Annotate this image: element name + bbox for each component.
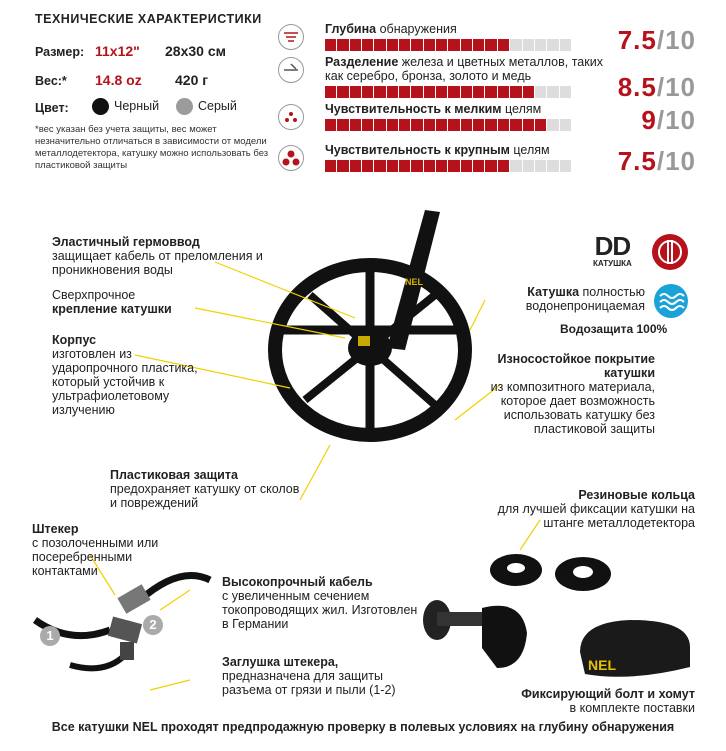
plug-heading: Штекер	[32, 522, 79, 536]
dd-label: DD	[594, 231, 631, 261]
shield-text: предохраняет катушку от сколов и повреждений	[110, 482, 300, 510]
cable-heading: Высокопрочный кабель	[222, 575, 373, 589]
specs-title: ТЕХНИЧЕСКИЕ ХАРАКТЕРИСТИКИ	[35, 12, 262, 26]
rings-heading: Резиновые кольца	[578, 488, 695, 502]
dd-badge	[593, 233, 632, 268]
size-metric: 28x30 см	[165, 43, 226, 59]
plug-text: с позолоченными или посеребренными контактами	[32, 536, 159, 578]
waterproof-callout	[495, 285, 645, 313]
coating-text: из композитного материала, которое дает возможность использовать катушку без пластиковой защиты	[490, 380, 655, 436]
rings-text: для лучшей фиксации катушки на штанге металлодетектора	[497, 502, 695, 530]
rating-score-max: /10	[656, 105, 696, 135]
coating-heading: Износостойкое покрытие катушки	[497, 352, 655, 380]
shield-callout	[110, 468, 300, 510]
footer-text: Все катушки NEL проходят предпродажную проверку в полевых условиях на глубину обнаружения	[51, 720, 675, 734]
rating-label-rest: железа и цветных металлов, таких как серебро, бронза, золото и медь	[325, 55, 603, 83]
rubber-rings	[488, 548, 618, 598]
color-gray-label: Серый	[198, 99, 237, 113]
color-label: Цвет:	[35, 101, 69, 115]
body-callout	[52, 333, 212, 417]
fixing-strap	[570, 612, 700, 687]
cap-callout	[222, 655, 422, 697]
cap-heading: Заглушка штекера,	[222, 655, 339, 669]
dd-icon	[652, 234, 688, 270]
gland-heading: Эластичный гермоввод	[52, 235, 200, 249]
body-text: изготовлен из ударопрочного пластика, который устойчив к ультрафиолетовому излучению	[52, 347, 198, 417]
waterproof-heading: Катушка	[527, 285, 580, 299]
rating-label-rest: целям	[501, 102, 542, 116]
size-imperial: 11x12"	[95, 43, 140, 59]
rating-label-bold: Чувствительность к крупным	[325, 143, 510, 157]
gland-text: защищает кабель от преломления и проникновения воды	[52, 249, 263, 277]
rating-label-rest: обнаружения	[376, 22, 457, 36]
mount-text: Сверхпрочное	[52, 288, 136, 302]
coating-callout	[490, 352, 655, 436]
rating-score-max: /10	[656, 25, 696, 55]
cap-text: предназначена для защиты разъема от грязи и пыли (1-2)	[222, 669, 396, 697]
shield-heading: Пластиковая защита	[110, 468, 238, 482]
bolt-callout	[470, 687, 695, 715]
rating-score-value: 7.5	[617, 146, 657, 176]
size-label: Размер:	[35, 45, 85, 59]
coil-nel-logo: NEL	[405, 277, 423, 287]
cable-illustration	[30, 560, 215, 695]
rating-score-max: /10	[656, 146, 696, 176]
weight-imperial: 14.8 oz	[95, 72, 142, 88]
rating-label-bold: Чувствительность к мелким	[325, 102, 502, 116]
cable-text: с увеличенным сечением токопроводящих жил. Изготовлен в Германии	[222, 589, 418, 631]
step-1-badge: 1	[40, 626, 60, 646]
bolt-text: в комплекте поставки	[569, 701, 695, 715]
bolt-heading: Фиксирующий болт и хомут	[521, 687, 695, 701]
rating-score-max: /10	[656, 72, 696, 102]
rings-callout	[480, 488, 695, 530]
weight-metric: 420 г	[175, 72, 209, 88]
weight-label: Вес:*	[35, 74, 67, 88]
mount-callout	[52, 288, 252, 316]
rating-label-bold: Глубина	[325, 22, 377, 36]
water-icon	[654, 284, 688, 318]
waterproof-text: полностью водонепроницаемая	[525, 285, 645, 313]
rating-score-value: 9	[641, 105, 657, 135]
rating-score-value: 8.5	[617, 72, 657, 102]
strap-nel-logo: NEL	[588, 657, 616, 673]
rating-label-bold: Разделение	[325, 55, 399, 69]
rating-score-value: 7.5	[617, 25, 657, 55]
mount-heading: крепление катушки	[52, 302, 172, 316]
dd-sublabel: КАТУШКА	[593, 259, 632, 268]
body-heading: Корпус	[52, 333, 97, 347]
fixing-bolt	[412, 598, 552, 678]
water-caption: Водозащита 100%	[560, 322, 668, 336]
color-black-label: Черный	[114, 99, 160, 113]
step-2-badge: 2	[143, 615, 163, 635]
cable-callout	[222, 575, 422, 631]
gland-callout	[52, 235, 282, 277]
weight-note: *вес указан без учета защиты, вес может незначительно отличаться в зависимости от модели металлодетектора, катушку можно использовать без пластиковой защиты	[35, 124, 269, 171]
rating-label-rest: целям	[509, 143, 550, 157]
